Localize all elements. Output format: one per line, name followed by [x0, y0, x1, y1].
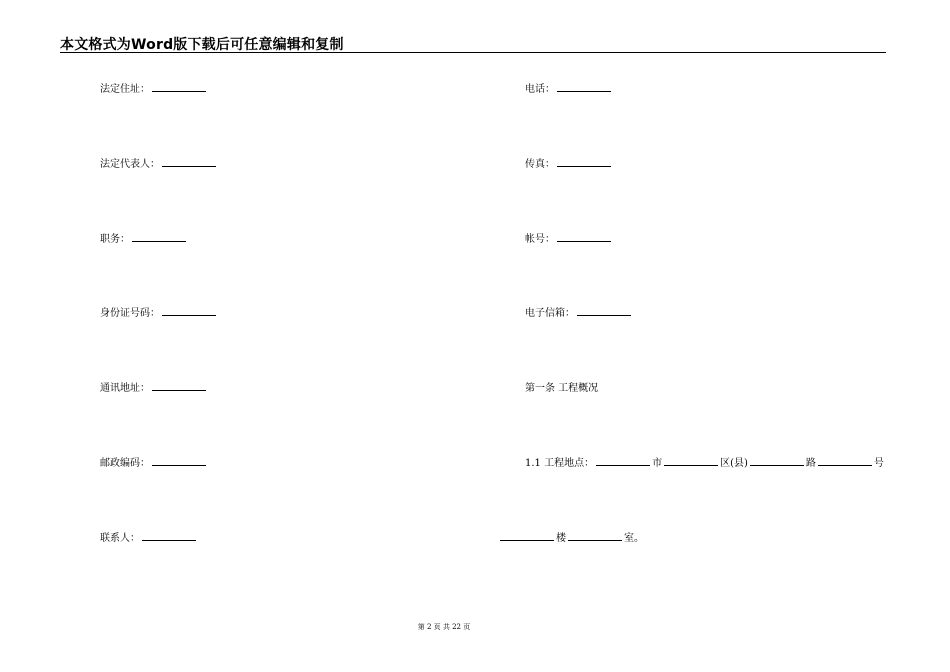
- project-location-line: [525, 454, 884, 469]
- field-legal-address: [100, 80, 208, 95]
- blank-line: [152, 82, 206, 92]
- field-position: [100, 230, 188, 245]
- header-title: 本文格式为Word版下载后可任意编辑和复制: [60, 37, 344, 53]
- field-label: 联系人：: [100, 533, 140, 544]
- blank-line: [818, 456, 872, 466]
- blank-line: [152, 381, 206, 391]
- blank-line: [750, 456, 804, 466]
- field-label: 身份证号码：: [100, 308, 160, 319]
- field-label: 电子信箱：: [525, 308, 575, 319]
- blank-line: [500, 531, 554, 541]
- blank-line: [557, 157, 611, 167]
- field-label: 职务：: [100, 234, 130, 245]
- page-footer: 第 2 页 共 22 页: [417, 623, 471, 631]
- field-label: 法定住址：: [100, 84, 150, 95]
- blank-line: [162, 306, 216, 316]
- blank-line: [557, 232, 611, 242]
- blank-line: [557, 82, 611, 92]
- district-label: 区(县): [720, 458, 748, 469]
- location-prefix: 1.1 工程地点：: [525, 458, 595, 469]
- number-label: 号: [873, 458, 884, 469]
- field-postal-code: [100, 454, 208, 469]
- field-phone: [525, 80, 613, 95]
- building-label: 楼: [556, 533, 566, 544]
- header-divider: [60, 52, 886, 53]
- field-legal-representative: [100, 155, 218, 170]
- field-id-number: [100, 304, 218, 319]
- field-account: [525, 230, 613, 245]
- field-email: [525, 304, 633, 319]
- blank-line: [568, 531, 622, 541]
- road-label: 路: [805, 458, 816, 469]
- room-label: 室。: [624, 533, 644, 544]
- field-mailing-address: [100, 379, 208, 394]
- field-contact-person: [100, 529, 198, 544]
- blank-line: [152, 456, 206, 466]
- project-location-line-2: [498, 529, 644, 544]
- blank-line: [162, 157, 216, 167]
- field-label: 邮政编码：: [100, 458, 150, 469]
- city-label: 市: [652, 458, 663, 469]
- blank-line: [132, 232, 186, 242]
- field-label: 通讯地址：: [100, 383, 150, 394]
- blank-line: [142, 531, 196, 541]
- blank-line: [596, 456, 650, 466]
- blank-line: [577, 306, 631, 316]
- field-label: 电话：: [525, 84, 555, 95]
- field-label: 法定代表人：: [100, 159, 160, 170]
- blank-line: [664, 456, 718, 466]
- field-label: 帐号：: [525, 234, 555, 245]
- field-label: 传真：: [525, 159, 555, 170]
- section-heading: 第一条 工程概况: [525, 383, 599, 394]
- field-fax: [525, 155, 613, 170]
